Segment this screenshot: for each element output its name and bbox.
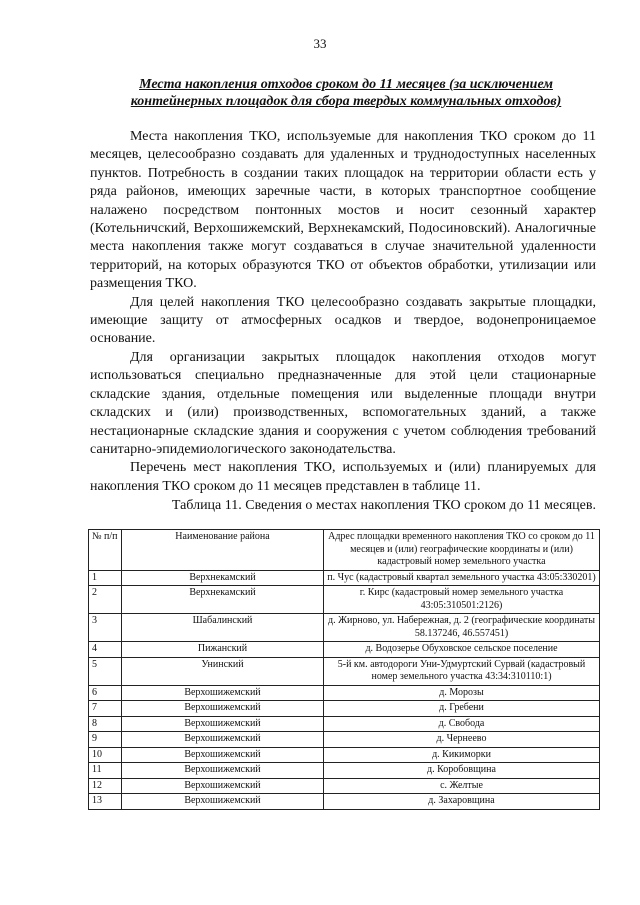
row-address: д. Чернеево xyxy=(324,732,600,748)
row-number: 4 xyxy=(89,642,122,658)
table-row xyxy=(89,747,600,763)
row-address: с. Желтые xyxy=(324,778,600,794)
row-address: д. Коробовщина xyxy=(324,763,600,779)
row-address: д. Водозерье Обуховское сельское поселение xyxy=(324,642,600,658)
row-number: 12 xyxy=(89,778,122,794)
body-text xyxy=(90,128,596,496)
row-address: г. Кирс (кадастровый номер земельного участка 43:05:310501:2126) xyxy=(324,586,600,614)
table-row xyxy=(89,778,600,794)
row-district: Унинский xyxy=(122,657,324,685)
table-row xyxy=(89,586,600,614)
table-caption: Таблица 11. Сведения о местах накопления ТКО сроком до 11 месяцев. xyxy=(171,498,596,513)
row-address: д. Свобода xyxy=(324,716,600,732)
row-district: Верхошижемский xyxy=(122,747,324,763)
row-number: 6 xyxy=(89,685,122,701)
row-number: 2 xyxy=(89,586,122,614)
paragraph: Перечень мест накопления ТКО, используемых и (или) планируемых для накопления ТКО сроком до 11 месяцев представлен в таблице 11. xyxy=(90,460,596,494)
row-address: п. Чус (кадастровый квартал земельного участка 43:05:330201) xyxy=(324,570,600,586)
header-district: Наименование района xyxy=(122,530,324,571)
table-row xyxy=(89,657,600,685)
row-number: 3 xyxy=(89,614,122,642)
table-row xyxy=(89,763,600,779)
table-row xyxy=(89,716,600,732)
table-row xyxy=(89,642,600,658)
row-address: д. Захаровщина xyxy=(324,794,600,810)
paragraph: Для организации закрытых площадок накопления отходов могут использоваться специально предназначенные для этой цели стационарные складские здания, отдельные помещения или выделенные площади внутри складских и (или) производственных, вспомогательных зданий, а также нестационарные складские здания и сооружения с учетом соблюдения требований санитарно-эпидемиологического законодательства. xyxy=(90,349,596,457)
table-row xyxy=(89,794,600,810)
header-address: Адрес площадки временного накопления ТКО со сроком до 11 месяцев и (или) географические координаты и (или) кадастровый номер земельного участка xyxy=(324,530,600,571)
row-number: 10 xyxy=(89,747,122,763)
row-district: Верхошижемский xyxy=(122,685,324,701)
table-row xyxy=(89,701,600,717)
row-district: Пижанский xyxy=(122,642,324,658)
row-district: Шабалинский xyxy=(122,614,324,642)
row-address: д. Гребени xyxy=(324,701,600,717)
row-address: д. Кикиморки xyxy=(324,747,600,763)
row-number: 1 xyxy=(89,570,122,586)
row-district: Верхнекамский xyxy=(122,570,324,586)
table-row xyxy=(89,732,600,748)
row-number: 8 xyxy=(89,716,122,732)
row-district: Верхошижемский xyxy=(122,716,324,732)
row-number: 9 xyxy=(89,732,122,748)
row-district: Верхнекамский xyxy=(122,586,324,614)
header-number: № п/п xyxy=(89,530,122,571)
section-heading: Места накопления отходов сроком до 11 месяцев (за исключением контейнерных площадок для сбора твердых коммунальных отходов) xyxy=(130,77,562,109)
row-district: Верхошижемский xyxy=(122,763,324,779)
row-number: 7 xyxy=(89,701,122,717)
row-district: Верхошижемский xyxy=(122,794,324,810)
row-number: 13 xyxy=(89,794,122,810)
table-header-row xyxy=(89,530,600,571)
table-row xyxy=(89,614,600,642)
row-district: Верхошижемский xyxy=(122,732,324,748)
row-number: 11 xyxy=(89,763,122,779)
table-row xyxy=(89,570,600,586)
table-body xyxy=(89,570,600,809)
table-row xyxy=(89,685,600,701)
row-address: 5-й км. автодороги Уни-Удмуртский Сурвай (кадастровый номер земельного участка 43:34:310110:1) xyxy=(324,657,600,685)
paragraph: Места накопления ТКО, используемые для накопления ТКО сроком до 11 месяцев, целесообразно создавать для удаленных и труднодоступных населенных пунктов. Потребность в создании таких площадок на территории области есть у ряда районов, имеющих заречные части, в которых транспортное сообщение налажено посредством понтонных мостов и носит сезонный характер (Котельничский, Верхошижемский, Верхнекамский, Подосиновский). Аналогичные места накопления также могут создаваться в случае значительной удаленности территорий, на которых образуются ТКО от объектов обработки, утилизации или размещения ТКО. xyxy=(90,129,596,292)
row-district: Верхошижемский xyxy=(122,701,324,717)
tko-sites-table xyxy=(88,529,600,810)
row-address: д. Жирново, ул. Набережная, д. 2 (географические координаты 58.137246, 46.557451) xyxy=(324,614,600,642)
row-district: Верхошижемский xyxy=(122,778,324,794)
row-address: д. Морозы xyxy=(324,685,600,701)
row-number: 5 xyxy=(89,657,122,685)
paragraph: Для целей накопления ТКО целесообразно создавать закрытые площадки, имеющие защиту от атмосферных осадков и твердое, водонепроницаемое основание. xyxy=(90,294,596,347)
page-number: 33 xyxy=(313,36,327,51)
